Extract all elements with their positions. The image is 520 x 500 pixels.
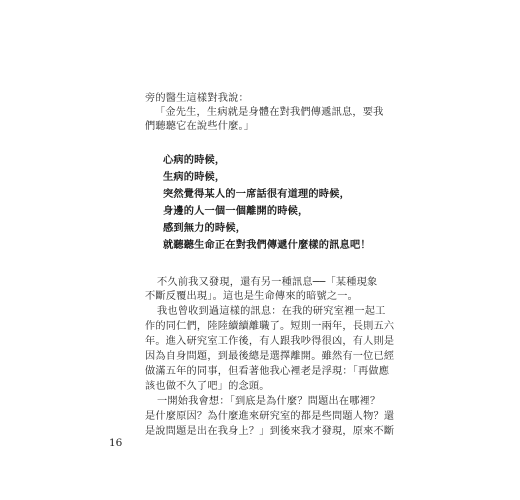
- text-line: 旁的醫生這樣對我說：: [145, 93, 249, 104]
- callout-line: 就聽聽生命正在對我們傳遞什麼樣的訊息吧！: [163, 239, 371, 251]
- text-line: 不久前我又發現，還有另一種訊息──「某種現象: [157, 277, 378, 288]
- callout-line: 感到無力的時候，: [163, 222, 247, 234]
- text-line: 作的同仁們，陸陸續續離職了。短則一兩年，長則五六: [145, 321, 395, 332]
- text-line: 因為自身問題，到最後總是選擇離開。雖然有一位已經: [145, 351, 395, 362]
- text-line: 我也曾收到過這樣的訊息：在我的研究室裡一起工: [157, 306, 386, 317]
- callout-line: 突然覺得某人的一席話很有道理的時候，: [163, 188, 350, 200]
- text-line: 做滿五年的同事，但看著他我心裡老是浮現：「再做應: [145, 366, 390, 377]
- callout-line: 身邊的人一個一個離開的時候，: [163, 205, 309, 217]
- text-line: 「金先生，生病就是身體在對我們傳遞訊息，要我: [155, 107, 384, 118]
- page-number: 16: [109, 437, 123, 449]
- text-line: 一開始我會想：「到底是為什麼？問題出在哪裡？: [157, 396, 381, 407]
- callout-line: 心病的時候，: [163, 154, 226, 166]
- text-line: 該也做不久了吧」的念頭。: [145, 381, 270, 392]
- text-line: 不斷反覆出現」。這也是生命傳來的暗號之一。: [145, 291, 359, 302]
- callout-line: 生病的時候，: [163, 171, 226, 183]
- text-line: 是說問題是出在我身上？」到後來我才發現，原來不斷: [145, 426, 395, 437]
- text-line: 年。進入研究室工作後，有人跟我吵得很凶，有人則是: [145, 336, 395, 347]
- text-line: 是什麼原因？為什麼進來研究室的都是些問題人物？還: [145, 411, 395, 422]
- text-line: 們聽聽它在說些什麼。」: [145, 121, 255, 132]
